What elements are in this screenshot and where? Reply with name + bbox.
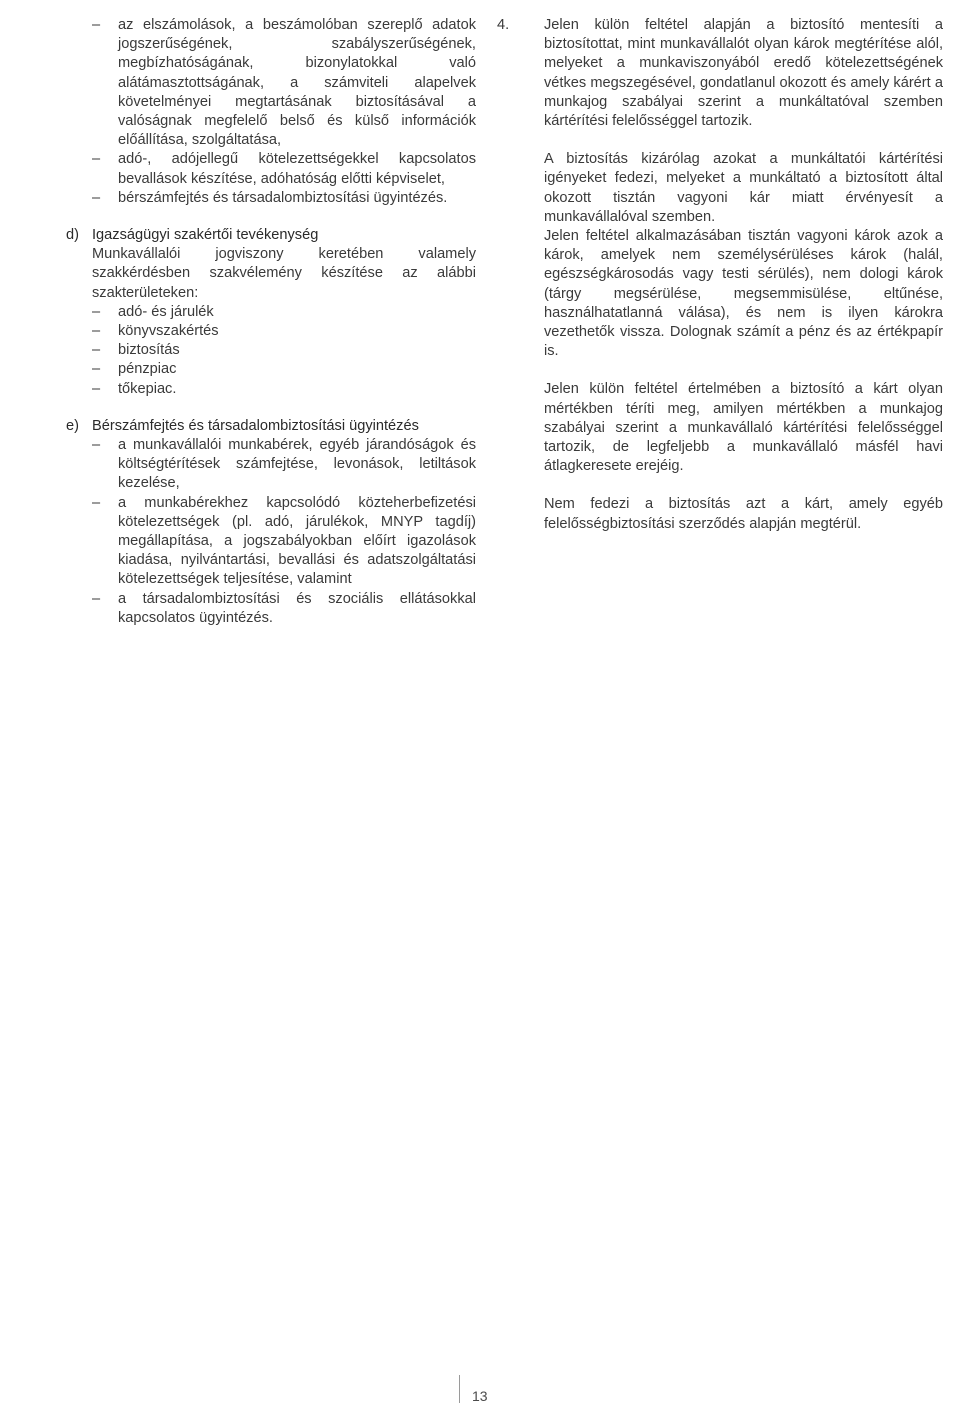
clause-number: 4. [497, 17, 510, 33]
section-e [66, 417, 476, 628]
clause-4 [497, 16, 943, 534]
section-d-list [66, 303, 476, 399]
section-d [66, 226, 476, 399]
paragraph: A biztosítás kizárólag azokat a munkáltatói kártérítési igényeket fedezi, melyeket a munkáltató a biztosított által okozott tisztán vagyoni kár miatt érvényesít a munkavállalóval szemben. [544, 151, 943, 225]
section-heading [66, 226, 476, 245]
section-heading [66, 417, 476, 436]
footer-divider [459, 1375, 460, 1403]
section-letter: d) [66, 227, 79, 244]
section-title: Igazságügyi szakértői tevékenység [92, 227, 319, 244]
paragraph: Jelen feltétel alkalmazásában tisztán vagyoni károk azok a károk, amelyek nem személysérüléses károk (halál, egészségkárosodás vagy testi sérülés), nem dologi károk (tárgy megsérülése, megsemmisülése, eltűnése, használhatatlanná válása), és nem is ilyen károkra vezethetők vissza. Dolognak számít a pénz és az értékpapír is. [544, 228, 943, 360]
list-item: – pénzpiac [66, 360, 476, 379]
clause-body [544, 16, 943, 534]
list-item: – a munkavállalói munkabérek, egyéb járandóságok és költségtérítések számfejtése, levonások, letiltások kezelése, [66, 436, 476, 494]
right-column [497, 16, 943, 534]
list-item: – adó- és járulék [66, 303, 476, 322]
page-footer [0, 1375, 960, 1403]
section-letter: e) [66, 417, 79, 434]
list-item: – a munkabérekhez kapcsolódó közteherbefizetési kötelezettségek (pl. adó, járulékok, MNYP tagdíj) megállapítása, a jogszabályokban előírt igazolások kiadása, nyilvántartási, bevallási és adatszolgáltatási kötelezettségek teljesítése, valamint [66, 494, 476, 590]
paragraph: Nem fedezi a biztosítás azt a kárt, amely egyéb felelősségbiztosítási szerződés alapján megtérül. [544, 496, 943, 532]
list-item: – biztosítás [66, 341, 476, 360]
paragraph: Jelen külön feltétel értelmében a biztosító a kárt olyan mértékben téríti meg, amilyen mértékben a munkajog szabályai szerint a munkavállaló kártérítési felelősséggel tartozik, de legfeljebb a munkavállaló másfél havi átlagkeresete erejéig. [544, 381, 943, 475]
section-e-list [66, 436, 476, 628]
left-column [66, 16, 476, 628]
list-item: – könyvszakértés [66, 322, 476, 341]
list-item: – az elszámolások, a beszámolóban szereplő adatok jogszerűségének, szabályszerűségének, megbízhatóságának, bizonylatokkal való alátámasztottságának, a számviteli alapelvek követelményei megtartásának biztosításával a valóságnak megfelelő belső és külső információk előállítása, szolgáltatása, [66, 16, 476, 150]
page-number: 13 [472, 1388, 488, 1404]
list-item: – adó-, adójellegű kötelezettségekkel kapcsolatos bevallások készítése, adóhatóság előtti képviselet, [66, 150, 476, 188]
paragraph: Jelen külön feltétel alapján a biztosító mentesíti a biztosítottat, mint munkavállalót olyan károk megtérítése alól, melyeket a munkaviszonyából eredő kötelezettségének vétkes megszegésével, gondatlanul okozott és amely kárért a munkajog szabályai szerint a munkáltatóval szemben kártérítési felelősséggel tartozik. [544, 17, 943, 130]
list-item: – bérszámfejtés és társadalombiztosítási ügyintézés. [66, 189, 476, 208]
list-item: – a társadalombiztosítási és szociális ellátásokkal kapcsolatos ügyintézés. [66, 590, 476, 628]
section-intro: Munkavállalói jogviszony keretében valamely szakkérdésben szakvélemény készítése az alábbi szakterületeken: [92, 246, 476, 301]
top-dash-list [66, 16, 476, 208]
section-title: Bérszámfejtés és társadalombiztosítási ügyintézés [92, 417, 419, 434]
list-item: – tőkepiac. [66, 380, 476, 399]
